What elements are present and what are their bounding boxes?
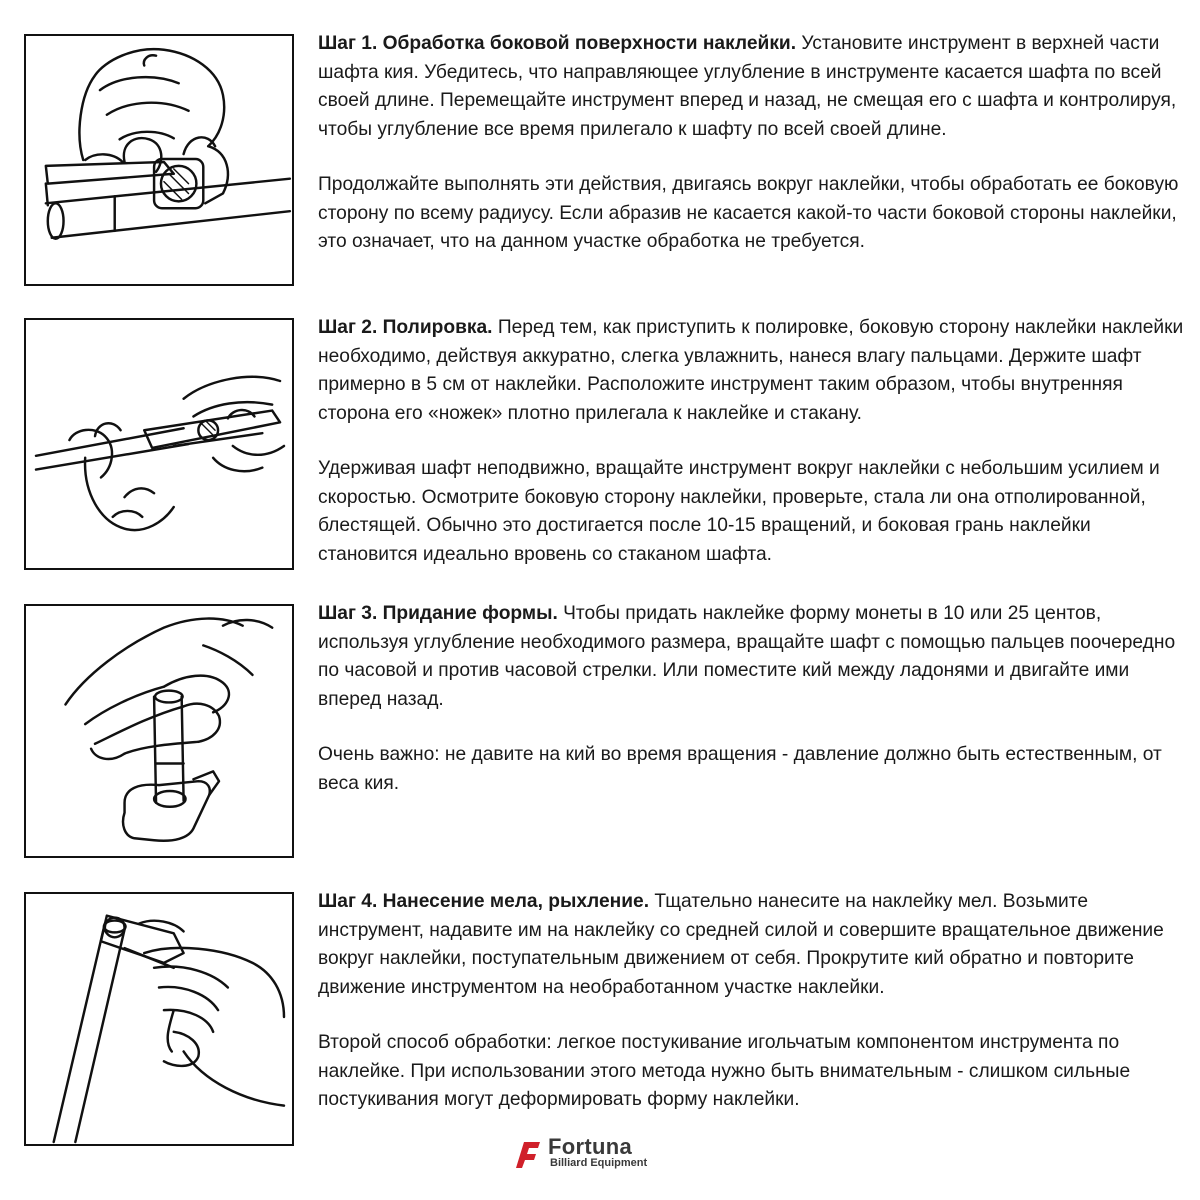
step-1-text <box>318 30 1190 283</box>
step-4-paragraph-2: Второй способ обработки: легкое постукивание игольчатым компонентом инструмента по наклейке. При использовании этого метода нужно быть внимательным - слишком сильные постукивания могут деформировать форму наклейки. <box>318 1031 1131 1111</box>
step-3-paragraph-2: Очень важно: не давите на кий во время вращения - давление должно быть естественным, от веса кия. <box>318 743 1162 794</box>
fingers-rotating-shaft-icon <box>26 606 292 856</box>
step-3-illustration <box>24 604 294 858</box>
step-4-text <box>318 888 1190 1141</box>
hand-scuffing-tip-icon <box>26 894 292 1144</box>
hand-holding-tool-on-shaft-icon <box>26 36 292 284</box>
step-3-paragraph-1: Чтобы придать наклейке форму монеты в 10 или 25 центов, используя углубление необходимого размера, вращайте шафт с помощью пальцев поочередно по часовой и против часовой стрелки. Или поместите кий между ладонями и двигайте ими вперед назад. <box>318 603 1176 711</box>
step-2-title: Шаг 2. Полировка. <box>318 317 493 338</box>
fortuna-logo <box>514 1136 714 1176</box>
hands-polishing-tip-icon <box>26 320 292 568</box>
step-4-paragraph-1: Тщательно нанесите на наклейку мел. Возьмите инструмент, надавите им на наклейку со средней силой и совершите вращательное движение вокруг наклейки, поступательным движением от себя. Прокрутите кий обратно и повторите движение инструментом на необработанном участке наклейки. <box>318 891 1164 999</box>
step-1-illustration <box>24 34 294 286</box>
step-3-title: Шаг 3. Придание формы. <box>318 603 558 624</box>
step-2-illustration <box>24 318 294 570</box>
step-1-paragraph-2: Продолжайте выполнять эти действия, двигаясь вокруг наклейки, чтобы обработать ее боковую сторону по всему радиусу. Если абразив не касается какой-то части боковой стороны наклейки, это означает, что на данном участке обработка не требуется. <box>318 173 1179 253</box>
logo-subtitle: Billiard Equipment <box>550 1157 648 1169</box>
logo-brand-name: Fortuna <box>548 1134 632 1159</box>
step-1-paragraph-1: Установите инструмент в верхней части шафта кия. Убедитесь, что направляющее углубление в инструменте касается шафта по всей своей длине. Перемещайте инструмент вперед и назад, не смещая его с шафта и контролируя, чтобы углубление все время прилегало к шафту по всей своей длине. <box>318 33 1177 141</box>
step-4-illustration <box>24 892 294 1146</box>
step-2-paragraph-2: Удерживая шафт неподвижно, вращайте инструмент вокруг наклейки с небольшим усилием и скоростью. Осмотрите боковую сторону наклейки, проверьте, стала ли она отполированной, блестящей. Обычно это достигается после 10-15 вращений, и боковая грань наклейки становится идеально вровень со стаканом шафта. <box>318 457 1160 565</box>
step-3-text <box>318 600 1190 824</box>
step-2-paragraph-1: Перед тем, как приступить к полировке, боковую сторону наклейки наклейки необходимо, действуя аккуратно, слегка увлажнить, нанеся влагу пальцами. Держите шафт примерно в 5 см от наклейки. Расположите инструмент таким образом, чтобы внутренняя сторона его «ножек» плотно прилегала к наклейке и стакану. <box>318 317 1184 425</box>
step-4-title: Шаг 4. Нанесение мела, рыхление. <box>318 891 650 912</box>
step-2-text <box>318 314 1190 596</box>
step-1-title: Шаг 1. Обработка боковой поверхности наклейки. <box>318 33 797 54</box>
fortuna-logo-mark-icon <box>514 1138 542 1170</box>
